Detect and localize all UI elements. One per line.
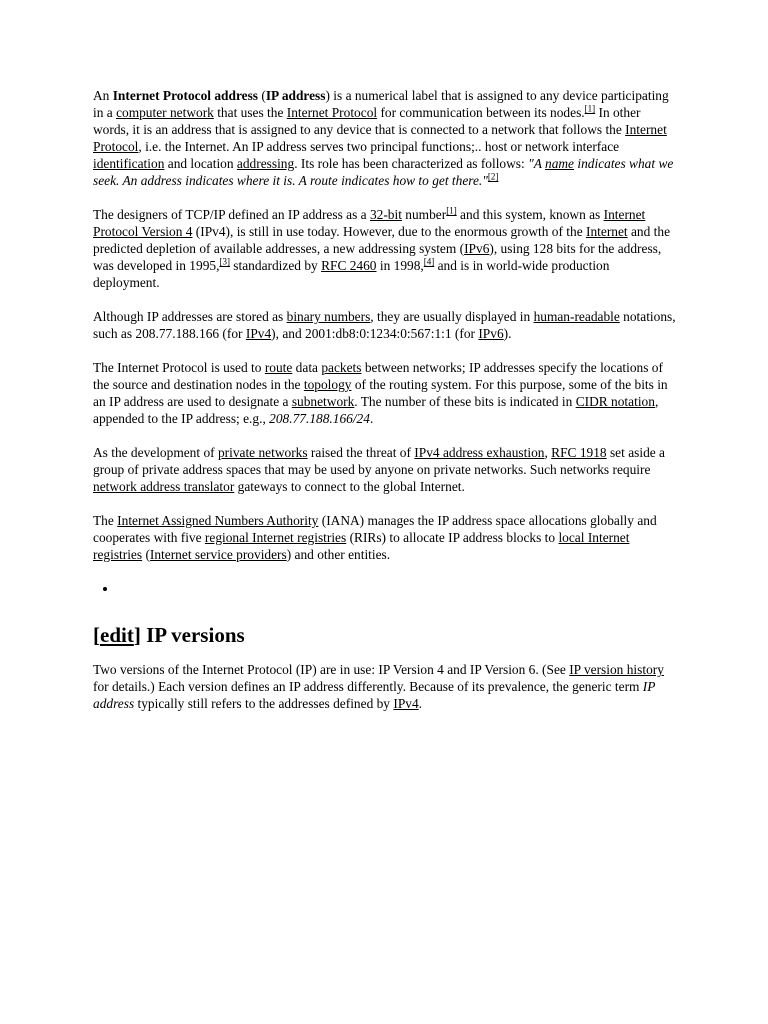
text-run: . [418, 696, 423, 711]
inline-link[interactable]: Internet Assigned Numbers Authority [117, 513, 319, 528]
text-run: data [292, 360, 322, 375]
inline-link[interactable]: IPv6 [464, 241, 490, 256]
text-run: , i.e. the Internet. An IP address serves two principal functions;.. host or network interface [138, 139, 620, 154]
inline-link[interactable]: computer network [116, 105, 214, 120]
text-run: ) is a numerical label that is assigned to any device participating in a [93, 88, 669, 120]
text-run: gateways to connect to the global Internet. [234, 479, 465, 494]
inline-link[interactable]: RFC 2460 [321, 258, 377, 273]
text-run: The designers of TCP/IP defined an IP address as a [93, 207, 370, 222]
empty-list-item [118, 580, 678, 597]
text-run: ) and other entities. [286, 547, 391, 562]
inline-link[interactable]: identification [93, 156, 165, 171]
italic-text: "A [528, 156, 545, 171]
text-run: ), and 2001:db8:0:1234:0:567:1:1 (for [271, 326, 479, 341]
text-run: in 1998, [376, 258, 424, 273]
text-run: Two versions of the Internet Protocol (IP) are in use: IP Version 4 and IP Version 6. (See [93, 662, 570, 677]
text-run: . Its role has been characterized as follows: [294, 156, 529, 171]
citation-link[interactable]: [4] [423, 256, 435, 267]
text-run: notations, such as 208.77.188.166 (for [93, 309, 676, 341]
heading-bracket-close: ] [133, 623, 141, 647]
text-run: (IPv4), is still in use today. However, due to the enormous growth of the [192, 224, 586, 239]
text-run: number [401, 207, 447, 222]
article-body [93, 87, 678, 729]
text-run: In other words, it is an address that is assigned to any device that is connected to a network that follows the [93, 105, 641, 137]
paragraph-storage [93, 308, 678, 342]
inline-link[interactable]: IPv4 [245, 326, 272, 341]
text-run: ( [258, 88, 266, 103]
inline-link[interactable]: 32-bit [369, 207, 402, 222]
inline-link[interactable]: network address translator [93, 479, 235, 494]
paragraph-versions [93, 661, 678, 712]
inline-link[interactable]: Internet service providers [149, 547, 287, 562]
text-run: (RIRs) to allocate IP address blocks to [346, 530, 559, 545]
citation-link[interactable]: [3] [219, 256, 230, 267]
text-run: , [544, 445, 552, 460]
inline-link[interactable]: addressing [236, 156, 295, 171]
paragraph-private [93, 444, 678, 495]
text-run: . [369, 411, 374, 426]
text-run: As the development of [93, 445, 218, 460]
paragraph-intro [93, 87, 678, 189]
text-run: that uses the [213, 105, 287, 120]
text-run: ), using 128 bits for the address, was developed in 1995, [93, 241, 662, 273]
inline-link[interactable]: topology [303, 377, 352, 392]
citation-link[interactable]: [1] [446, 205, 457, 216]
paragraph-designers [93, 206, 678, 291]
italic-text: indicates what we seek. An address indicates where it is. A route indicates how to get there." [93, 156, 674, 188]
inline-link[interactable]: Internet Protocol Version 4 [93, 207, 646, 239]
text-run: raised the threat of [307, 445, 415, 460]
citation-link[interactable]: [1] [584, 103, 596, 114]
inline-link[interactable]: local Internet registries [93, 530, 630, 562]
text-run: The Internet Protocol is used to [93, 360, 265, 375]
inline-link[interactable]: Internet Protocol [286, 105, 378, 120]
text-run: between networks; IP addresses specify the locations of the source and destination nodes in the [93, 360, 663, 392]
bold-text: IP address [265, 88, 326, 103]
bold-text: Internet Protocol address [112, 88, 259, 103]
text-run: , they are usually displayed in [370, 309, 534, 324]
ip-versions-section [93, 661, 678, 712]
text-run: set aside a group of private address spaces that may be used by anyone on private networks. Such networks require [93, 445, 665, 477]
inline-link[interactable]: Internet [586, 224, 628, 239]
text-run: and the predicted depletion of available addresses, a new addressing system ( [93, 224, 671, 256]
edit-link[interactable]: edit [100, 623, 134, 647]
text-run: An [93, 88, 113, 103]
text-run: Although IP addresses are stored as [93, 309, 287, 324]
text-run: of the routing system. For this purpose, some of the bits in an IP address are used to designate a [93, 377, 668, 409]
section-heading-ip-versions [93, 623, 678, 647]
text-run: . The number of these bits is indicated in [354, 394, 576, 409]
heading-title: IP versions [140, 623, 245, 647]
text-run: and is in world-wide production deployment. [93, 258, 610, 290]
heading-bracket-open: [ [93, 623, 100, 647]
inline-link[interactable]: Internet Protocol [93, 122, 667, 154]
inline-link[interactable]: packets [321, 360, 362, 375]
text-run: , appended to the IP address; e.g., [93, 394, 659, 426]
inline-link[interactable]: regional Internet registries [204, 530, 347, 545]
inline-link[interactable]: binary numbers [286, 309, 371, 324]
inline-link[interactable]: RFC 1918 [551, 445, 607, 460]
inline-link[interactable]: human-readable [533, 309, 620, 324]
inline-link[interactable]: subnetwork [291, 394, 355, 409]
text-run: ( [142, 547, 150, 562]
inline-link[interactable]: IP version history [569, 662, 664, 677]
inline-link[interactable]: IPv4 address exhaustion [414, 445, 545, 460]
italic-text: 208.77.188.166/24 [269, 411, 370, 426]
text-run: for communication between its nodes. [377, 105, 585, 120]
text-run: (IANA) manages the IP address space allocations globally and cooperates with five [93, 513, 657, 545]
intro-section [93, 87, 678, 563]
empty-bullet-list [93, 580, 678, 597]
text-run: for details.) Each version defines an IP address differently. Because of its prevalence, the generic term [93, 679, 643, 694]
text-run: The [93, 513, 118, 528]
italic-text: IP address [93, 679, 656, 711]
text-run: and location [164, 156, 237, 171]
inline-link[interactable]: private networks [217, 445, 308, 460]
text-run: and this system, known as [456, 207, 604, 222]
inline-link[interactable]: IPv4 [393, 696, 419, 711]
inline-link[interactable]: route [264, 360, 293, 375]
inline-link[interactable]: CIDR notation [575, 394, 655, 409]
citation-link[interactable]: [2] [487, 171, 499, 182]
text-run: standardized by [229, 258, 322, 273]
text-run: ). [503, 326, 512, 341]
text-run: typically still refers to the addresses defined by [134, 696, 394, 711]
inline-link[interactable]: name [545, 156, 575, 171]
paragraph-iana [93, 512, 678, 563]
inline-link[interactable]: IPv6 [478, 326, 504, 341]
paragraph-routing [93, 359, 678, 427]
